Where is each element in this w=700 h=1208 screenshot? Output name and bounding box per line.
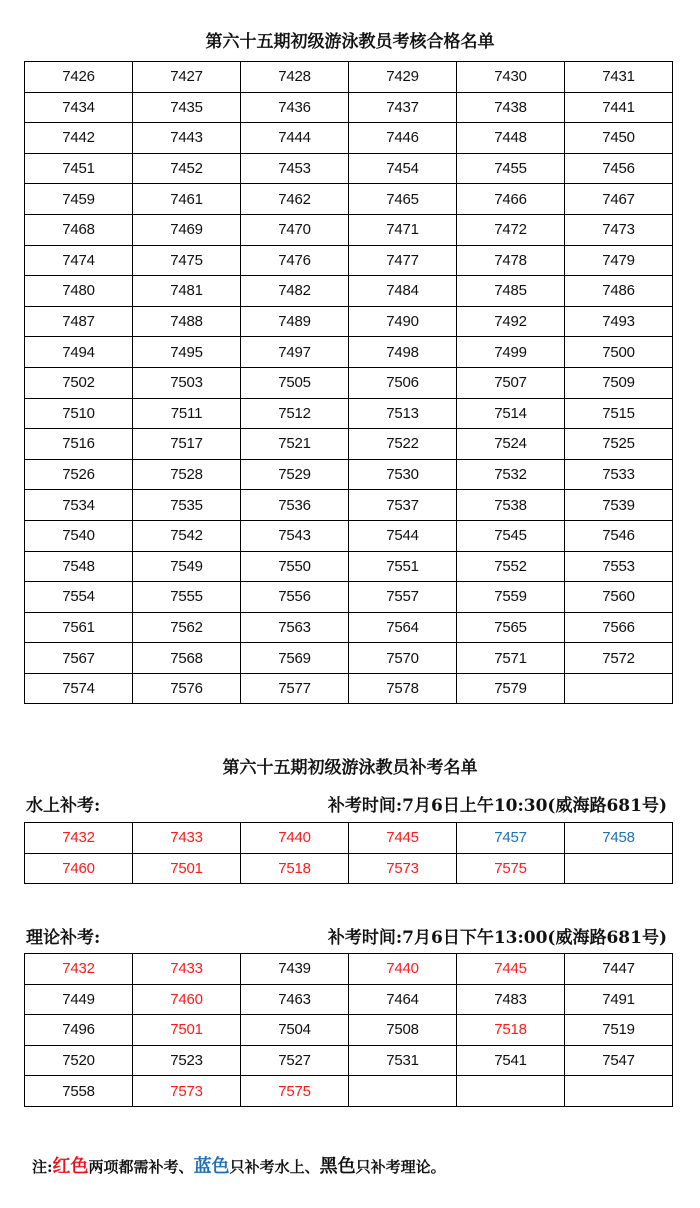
- table-cell: 7492: [457, 306, 565, 337]
- table-cell: 7499: [457, 337, 565, 368]
- note-blue-word: 蓝色: [193, 1156, 230, 1177]
- table-cell: 7434: [25, 92, 133, 123]
- table-cell: 7531: [349, 1045, 457, 1076]
- table-cell: 7501: [133, 1015, 241, 1046]
- table-cell: 7438: [457, 92, 565, 123]
- table-cell: 7444: [241, 123, 349, 154]
- table-row: [25, 643, 673, 674]
- table-cell: 7522: [349, 429, 457, 460]
- table-cell: 7507: [457, 367, 565, 398]
- table-cell: 7514: [457, 398, 565, 429]
- table-cell: 7478: [457, 245, 565, 276]
- table-cell: 7451: [25, 153, 133, 184]
- note-red-desc: 两项都需补考、: [88, 1158, 194, 1176]
- table-cell: 7510: [25, 398, 133, 429]
- table-cell: 7458: [565, 823, 673, 854]
- table-cell: [457, 1076, 565, 1107]
- table-cell: 7579: [457, 673, 565, 704]
- table-cell: 7493: [565, 306, 673, 337]
- note-red-word: 红色: [52, 1156, 89, 1177]
- table-cell: 7578: [349, 673, 457, 704]
- table-cell: 7542: [133, 520, 241, 551]
- makeup-list-title: 第六十五期初级游泳教员补考名单: [222, 758, 478, 778]
- table-row: [25, 245, 673, 276]
- table-cell: 7435: [133, 92, 241, 123]
- table-row: [25, 1076, 673, 1107]
- table-cell: 7505: [241, 367, 349, 398]
- table-cell: 7456: [565, 153, 673, 184]
- table-cell: 7523: [133, 1045, 241, 1076]
- table-cell: 7488: [133, 306, 241, 337]
- table-cell: 7553: [565, 551, 673, 582]
- table-cell: 7528: [133, 459, 241, 490]
- table-cell: 7476: [241, 245, 349, 276]
- table-cell: 7445: [349, 823, 457, 854]
- table-cell: 7532: [457, 459, 565, 490]
- table-cell: 7518: [457, 1015, 565, 1046]
- table-cell: 7433: [133, 954, 241, 985]
- table-cell: 7558: [25, 1076, 133, 1107]
- table-cell: [565, 853, 673, 884]
- theory-makeup-label: 理论补考:: [26, 928, 101, 948]
- table-cell: 7437: [349, 92, 457, 123]
- table-cell: 7550: [241, 551, 349, 582]
- table-cell: 7506: [349, 367, 457, 398]
- table-cell: 7508: [349, 1015, 457, 1046]
- table-cell: 7475: [133, 245, 241, 276]
- table-cell: 7443: [133, 123, 241, 154]
- table-row: [25, 823, 673, 854]
- table-cell: 7440: [241, 823, 349, 854]
- table-cell: 7432: [25, 823, 133, 854]
- water-makeup-time: 补考时间:7月6日上午10:30(威海路681号): [327, 796, 667, 816]
- table-cell: 7529: [241, 459, 349, 490]
- table-cell: 7465: [349, 184, 457, 215]
- table-cell: 7497: [241, 337, 349, 368]
- table-cell: 7479: [565, 245, 673, 276]
- table-cell: 7452: [133, 153, 241, 184]
- table-cell: 7450: [565, 123, 673, 154]
- table-cell: 7441: [565, 92, 673, 123]
- table-cell: 7560: [565, 582, 673, 613]
- table-cell: 7556: [241, 582, 349, 613]
- table-cell: 7484: [349, 276, 457, 307]
- table-cell: 7521: [241, 429, 349, 460]
- table-cell: 7555: [133, 582, 241, 613]
- table-cell: 7573: [349, 853, 457, 884]
- table-row: [25, 92, 673, 123]
- table-cell: 7551: [349, 551, 457, 582]
- table-cell: 7480: [25, 276, 133, 307]
- table-cell: 7496: [25, 1015, 133, 1046]
- table-cell: 7449: [25, 984, 133, 1015]
- table-cell: 7498: [349, 337, 457, 368]
- table-cell: 7572: [565, 643, 673, 674]
- table-cell: 7481: [133, 276, 241, 307]
- table-cell: 7472: [457, 214, 565, 245]
- table-cell: 7473: [565, 214, 673, 245]
- table-cell: 7509: [565, 367, 673, 398]
- table-cell: [565, 1076, 673, 1107]
- table-cell: 7536: [241, 490, 349, 521]
- table-cell: 7432: [25, 954, 133, 985]
- table-cell: 7519: [565, 1015, 673, 1046]
- table-cell: 7454: [349, 153, 457, 184]
- table-row: [25, 306, 673, 337]
- table-cell: 7485: [457, 276, 565, 307]
- table-cell: 7547: [565, 1045, 673, 1076]
- table-cell: 7564: [349, 612, 457, 643]
- table-cell: 7486: [565, 276, 673, 307]
- table-row: [25, 1015, 673, 1046]
- water-makeup-table: [24, 822, 673, 884]
- table-cell: 7431: [565, 62, 673, 93]
- table-row: [25, 214, 673, 245]
- table-cell: 7470: [241, 214, 349, 245]
- table-cell: 7439: [241, 954, 349, 985]
- table-cell: 7545: [457, 520, 565, 551]
- table-cell: 7573: [133, 1076, 241, 1107]
- table-cell: 7576: [133, 673, 241, 704]
- table-cell: 7534: [25, 490, 133, 521]
- table-cell: 7490: [349, 306, 457, 337]
- table-cell: 7501: [133, 853, 241, 884]
- table-cell: 7459: [25, 184, 133, 215]
- table-cell: 7482: [241, 276, 349, 307]
- table-cell: 7469: [133, 214, 241, 245]
- passed-list-table: [24, 61, 673, 704]
- table-cell: 7568: [133, 643, 241, 674]
- table-row: [25, 582, 673, 613]
- table-row: [25, 551, 673, 582]
- color-legend-note: [32, 1155, 672, 1179]
- table-row: [25, 459, 673, 490]
- theory-makeup-table: [24, 953, 673, 1107]
- table-cell: 7468: [25, 214, 133, 245]
- table-cell: 7577: [241, 673, 349, 704]
- table-row: [25, 429, 673, 460]
- table-cell: 7511: [133, 398, 241, 429]
- table-cell: 7489: [241, 306, 349, 337]
- table-cell: 7575: [457, 853, 565, 884]
- table-cell: 7571: [457, 643, 565, 674]
- table-row: [25, 153, 673, 184]
- table-row: [25, 184, 673, 215]
- table-cell: 7518: [241, 853, 349, 884]
- table-cell: 7533: [565, 459, 673, 490]
- table-cell: [349, 1076, 457, 1107]
- table-cell: 7517: [133, 429, 241, 460]
- table-cell: 7494: [25, 337, 133, 368]
- table-cell: 7513: [349, 398, 457, 429]
- table-cell: 7516: [25, 429, 133, 460]
- table-cell: 7491: [565, 984, 673, 1015]
- table-row: [25, 954, 673, 985]
- table-cell: 7483: [457, 984, 565, 1015]
- table-cell: 7554: [25, 582, 133, 613]
- table-row: [25, 398, 673, 429]
- table-cell: 7548: [25, 551, 133, 582]
- table-cell: 7543: [241, 520, 349, 551]
- table-cell: 7448: [457, 123, 565, 154]
- water-makeup-header: [24, 793, 673, 819]
- table-cell: 7426: [25, 62, 133, 93]
- table-cell: 7527: [241, 1045, 349, 1076]
- table-cell: 7546: [565, 520, 673, 551]
- note-prefix: 注:: [32, 1158, 53, 1176]
- table-cell: 7570: [349, 643, 457, 674]
- table-cell: 7504: [241, 1015, 349, 1046]
- table-row: [25, 1045, 673, 1076]
- table-cell: 7538: [457, 490, 565, 521]
- table-cell: 7453: [241, 153, 349, 184]
- table-cell: 7512: [241, 398, 349, 429]
- table-cell: 7535: [133, 490, 241, 521]
- table-cell: 7540: [25, 520, 133, 551]
- table-cell: 7440: [349, 954, 457, 985]
- table-cell: 7561: [25, 612, 133, 643]
- table-cell: 7447: [565, 954, 673, 985]
- table-cell: 7563: [241, 612, 349, 643]
- table-cell: 7524: [457, 429, 565, 460]
- note-black-word: 黑色: [319, 1156, 356, 1177]
- table-row: [25, 520, 673, 551]
- table-cell: 7430: [457, 62, 565, 93]
- table-cell: 7461: [133, 184, 241, 215]
- table-cell: 7541: [457, 1045, 565, 1076]
- table-cell: 7562: [133, 612, 241, 643]
- table-row: [25, 612, 673, 643]
- table-row: [25, 123, 673, 154]
- table-cell: 7463: [241, 984, 349, 1015]
- table-cell: 7520: [25, 1045, 133, 1076]
- table-cell: 7467: [565, 184, 673, 215]
- table-cell: 7530: [349, 459, 457, 490]
- theory-makeup-header: [24, 925, 673, 951]
- table-cell: 7471: [349, 214, 457, 245]
- table-cell: 7569: [241, 643, 349, 674]
- table-cell: 7460: [133, 984, 241, 1015]
- passed-list-title: 第六十五期初级游泳教员考核合格名单: [205, 32, 495, 52]
- table-cell: 7474: [25, 245, 133, 276]
- table-cell: 7557: [349, 582, 457, 613]
- table-cell: 7442: [25, 123, 133, 154]
- table-row: [25, 367, 673, 398]
- note-black-desc: 只补考理论。: [355, 1158, 446, 1176]
- table-row: [25, 673, 673, 704]
- table-row: [25, 337, 673, 368]
- table-cell: 7428: [241, 62, 349, 93]
- table-cell: 7427: [133, 62, 241, 93]
- table-cell: 7446: [349, 123, 457, 154]
- table-cell: 7457: [457, 823, 565, 854]
- table-row: [25, 853, 673, 884]
- table-row: [25, 62, 673, 93]
- table-cell: 7502: [25, 367, 133, 398]
- table-row: [25, 276, 673, 307]
- table-cell: 7436: [241, 92, 349, 123]
- table-cell: 7525: [565, 429, 673, 460]
- table-cell: 7526: [25, 459, 133, 490]
- table-cell: [565, 673, 673, 704]
- table-cell: 7445: [457, 954, 565, 985]
- table-cell: 7466: [457, 184, 565, 215]
- table-cell: 7495: [133, 337, 241, 368]
- table-cell: 7544: [349, 520, 457, 551]
- table-cell: 7565: [457, 612, 565, 643]
- water-makeup-label: 水上补考:: [26, 796, 101, 816]
- theory-makeup-time: 补考时间:7月6日下午13:00(威海路681号): [327, 928, 667, 948]
- table-cell: 7477: [349, 245, 457, 276]
- table-cell: 7503: [133, 367, 241, 398]
- table-cell: 7429: [349, 62, 457, 93]
- table-cell: 7433: [133, 823, 241, 854]
- table-cell: 7575: [241, 1076, 349, 1107]
- table-cell: 7559: [457, 582, 565, 613]
- table-cell: 7537: [349, 490, 457, 521]
- table-cell: 7574: [25, 673, 133, 704]
- table-cell: 7455: [457, 153, 565, 184]
- table-cell: 7500: [565, 337, 673, 368]
- table-cell: 7549: [133, 551, 241, 582]
- note-blue-desc: 只补考水上、: [229, 1158, 320, 1176]
- table-cell: 7567: [25, 643, 133, 674]
- table-cell: 7464: [349, 984, 457, 1015]
- table-cell: 7487: [25, 306, 133, 337]
- table-row: [25, 984, 673, 1015]
- table-cell: 7462: [241, 184, 349, 215]
- table-cell: 7460: [25, 853, 133, 884]
- table-cell: 7566: [565, 612, 673, 643]
- table-cell: 7552: [457, 551, 565, 582]
- table-cell: 7539: [565, 490, 673, 521]
- table-row: [25, 490, 673, 521]
- table-cell: 7515: [565, 398, 673, 429]
